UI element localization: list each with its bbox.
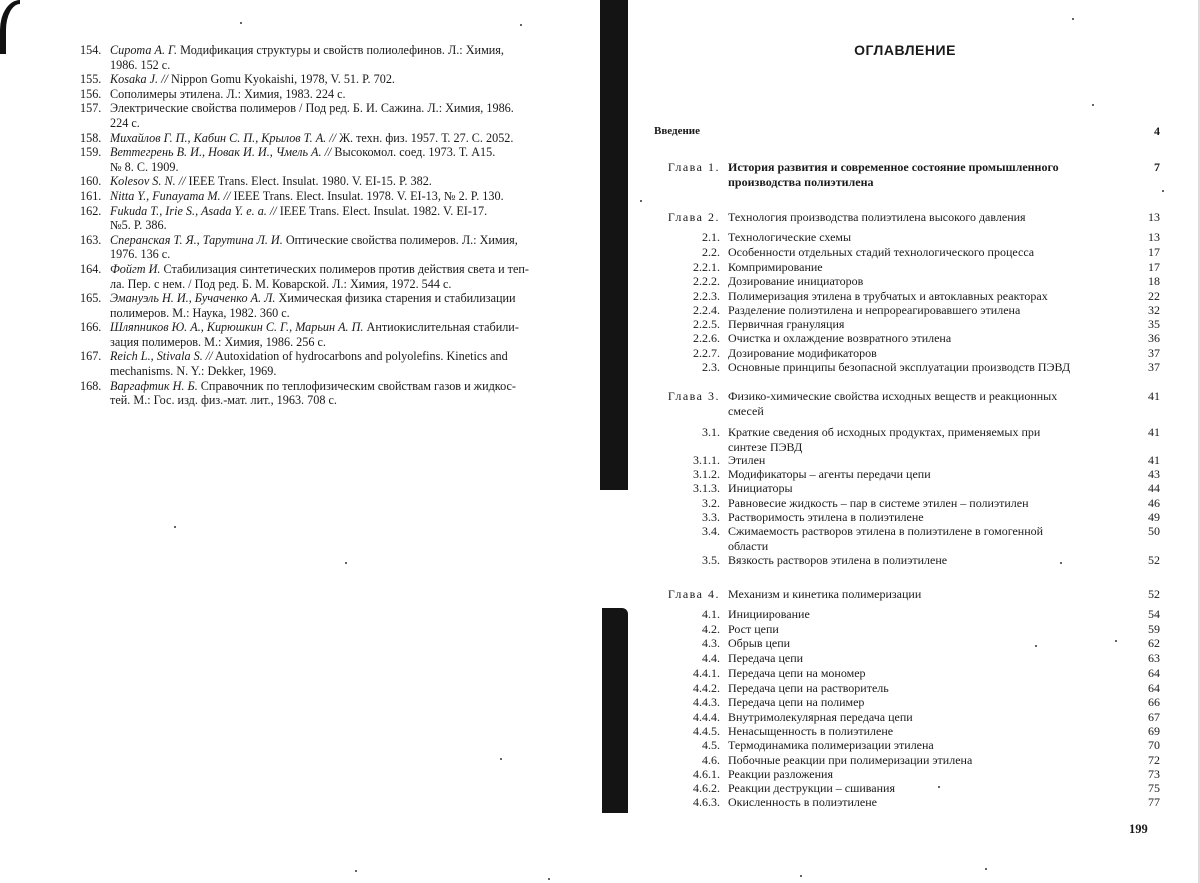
toc-entry-number: 2.2.5. (693, 317, 720, 331)
reference-number: 160. (80, 174, 102, 189)
toc-entry-page: 77 (1148, 795, 1160, 809)
toc-entry-title: Термодинамика полимеризации этилена (728, 738, 934, 752)
reference-number: 168. (80, 378, 102, 393)
toc-entry-title: Окисленность в полиэтилене (728, 795, 877, 809)
toc-entry-title: Обрыв цепи (728, 636, 791, 650)
reference-line (110, 233, 588, 248)
toc-entry-number: 2.2. (702, 245, 720, 259)
reference-author: Сперанская Т. Я., Тарутина Л. И. (110, 232, 283, 247)
reference-line-text: Оптические свойства полимеров. Л.: Химия, (285, 232, 518, 247)
reference-item (80, 101, 588, 130)
scan-speck (548, 878, 550, 880)
toc-entry-number: 4.6.1. (693, 767, 720, 781)
toc-entry-page: 13 (1148, 210, 1160, 224)
toc-entry-number: 3.1.1. (693, 453, 720, 467)
reference-line-text: Справочник по теплофизическим свойствам газов и жидкос- (200, 378, 516, 393)
toc-entry-number: 4.6. (702, 753, 720, 767)
toc-entry-title: Передача цепи на растворитель (728, 681, 889, 695)
reference-number: 165. (80, 291, 102, 306)
toc-entry-page: 75 (1148, 781, 1160, 795)
toc-entry-number: Глава 2. (667, 210, 720, 224)
reference-line (110, 306, 588, 321)
reference-text (110, 145, 588, 174)
toc-entry-title: Сжимаемость растворов этилена в полиэтилене в гомогенной области (728, 524, 1044, 553)
scan-speck (938, 786, 940, 788)
toc-entry-title: Особенности отдельных стадий технологического процесса (728, 245, 1035, 259)
reference-line (110, 131, 588, 146)
reference-number: 166. (80, 320, 102, 335)
toc-entry-title: Ненасыщенность в полиэтилене (728, 724, 894, 738)
scan-gutter-shadow-lower (602, 608, 628, 813)
reference-author: Nitta Y., Funayama M. // (110, 188, 231, 203)
toc-entry-page: 22 (1148, 289, 1160, 303)
scan-corner-shadow (0, 0, 20, 54)
reference-author: Фойгт И. (110, 261, 161, 276)
toc-entry-number: 2.2.6. (693, 331, 720, 345)
reference-number: 167. (80, 349, 102, 364)
reference-item (80, 291, 588, 320)
reference-author: Михайлов Г. П., Кабин С. П., Крылов Т. А. // (110, 130, 337, 145)
toc-entry-page: 36 (1148, 331, 1160, 345)
reference-text (110, 262, 588, 291)
toc-entry-page: 59 (1148, 622, 1160, 636)
toc-entry-page: 37 (1148, 346, 1160, 360)
reference-line (110, 291, 588, 306)
reference-number: 154. (80, 43, 102, 57)
toc-title: ОГЛАВЛЕНИЕ (854, 42, 956, 58)
reference-number: 161. (80, 188, 102, 203)
table-of-contents (650, 0, 1160, 883)
toc-entry-page: 7 (1154, 160, 1160, 174)
toc-entry-page: 63 (1148, 651, 1160, 665)
toc-entry-title: Побочные реакции при полимеризации этилена (728, 753, 973, 767)
reference-author: Kosaka J. // (110, 72, 168, 87)
toc-entry-page: 52 (1148, 553, 1160, 567)
toc-entry-page: 46 (1148, 496, 1160, 510)
toc-entry-title: Передача цепи на полимер (728, 695, 865, 709)
reference-text (110, 43, 588, 72)
toc-entry-number: 3.1.3. (693, 481, 720, 495)
reference-text (110, 189, 588, 204)
toc-entry-number: 4.6.2. (693, 781, 720, 795)
toc-entry-page: 69 (1148, 724, 1160, 738)
toc-entry-title: Вязкость растворов этилена в полиэтилене (728, 553, 948, 567)
reference-line (110, 320, 588, 335)
toc-entry-page: 41 (1148, 425, 1160, 439)
toc-entry-title: Физико-химические свойства исходных веществ и реакционных смесей (728, 389, 1058, 418)
reference-author: Шляпников Ю. А., Кирюшкин С. Г., Марьин А. П. (110, 320, 364, 335)
reference-line (110, 43, 588, 58)
reference-item (80, 174, 588, 189)
toc-entry-number: 4.2. (702, 622, 720, 636)
reference-text (110, 320, 588, 349)
toc-entry-page: 41 (1148, 453, 1160, 467)
reference-line-text: Сополимеры этилена. Л.: Химия, 1983. 224 с. (110, 86, 346, 101)
reference-text (110, 204, 588, 233)
toc-entry-page: 44 (1148, 481, 1160, 495)
toc-entry-page: 70 (1148, 738, 1160, 752)
scan-speck (1162, 190, 1164, 192)
reference-line-text: IEEE Trans. Elect. Insulat. 1980. V. EI-15. P. 382. (188, 174, 432, 189)
reference-text (110, 349, 588, 378)
toc-entry-number: 4.1. (702, 607, 720, 621)
reference-item (80, 189, 588, 204)
toc-entry-title: Реакции деструкции – сшивания (728, 781, 895, 795)
scan-speck (240, 22, 242, 24)
reference-text (110, 131, 588, 146)
toc-entry-number: Глава 1. (667, 160, 720, 174)
reference-author: Веттегрень В. И., Новак И. И., Чмель А. // (110, 145, 332, 160)
toc-entry-page: 17 (1148, 260, 1160, 274)
reference-text (110, 72, 588, 87)
reference-author: Kolesov S. N. // (110, 174, 186, 189)
reference-item (80, 43, 588, 72)
reference-line (110, 218, 588, 233)
reference-item (80, 349, 588, 378)
toc-entry-number: 3.3. (702, 510, 720, 524)
reference-line (110, 87, 588, 102)
scan-speck (500, 758, 502, 760)
toc-entry-number: 4.6.3. (693, 795, 720, 809)
toc-entry-title: Инициирование (728, 607, 810, 621)
reference-line (110, 277, 588, 292)
reference-line (110, 189, 588, 204)
scan-speck (345, 562, 347, 564)
reference-line (110, 393, 588, 408)
scan-speck (520, 24, 522, 26)
reference-line-text: 1976. 136 с. (110, 247, 171, 262)
toc-entry-page: 4 (1154, 124, 1160, 138)
scan-speck (640, 200, 642, 202)
reference-author: Fukuda T., Irie S., Asada Y. e. a. // (110, 203, 277, 218)
reference-line (110, 72, 588, 87)
toc-entry-page: 43 (1148, 467, 1160, 481)
toc-entry-title: Модификаторы – агенты передачи цепи (728, 467, 931, 481)
toc-entry-number: 4.4. (702, 651, 720, 665)
reference-line-text: Ж. техн. физ. 1957. Т. 27. С. 2052. (339, 130, 514, 145)
reference-text (110, 87, 588, 102)
toc-entry-title: Этилен (728, 453, 766, 467)
toc-entry-title: Передача цепи на мономер (728, 666, 866, 680)
scan-speck (1035, 645, 1037, 647)
toc-entry-title: Компримирование (728, 260, 823, 274)
reference-item (80, 87, 588, 102)
reference-line-text: №5. P. 386. (110, 218, 167, 233)
scan-speck (985, 868, 987, 870)
toc-entry-number: 4.4.2. (693, 681, 720, 695)
reference-number: 157. (80, 101, 102, 116)
reference-line (110, 145, 588, 160)
toc-entry-number: 3.5. (702, 553, 720, 567)
toc-entry-number: 2.2.3. (693, 289, 720, 303)
reference-number: 162. (80, 203, 102, 218)
toc-entry-number: Глава 3. (667, 389, 720, 403)
toc-entry-page: 64 (1148, 666, 1160, 680)
reference-line (110, 379, 588, 394)
scan-speck (1115, 640, 1117, 642)
reference-line-text: тей. М.: Гос. изд. физ.-мат. лит., 1963. 708 с. (110, 393, 337, 408)
reference-line (110, 174, 588, 189)
reference-text (110, 174, 588, 189)
toc-entry-number: 2.2.7. (693, 346, 720, 360)
toc-entry-number: 4.4.1. (693, 666, 720, 680)
toc-entry-title: Разделение полиэтилена и непрореагировавшего этилена (728, 303, 1021, 317)
toc-entry-title: Очистка и охлаждение возвратного этилена (728, 331, 952, 345)
toc-entry-page: 73 (1148, 767, 1160, 781)
toc-entry-page: 64 (1148, 681, 1160, 695)
toc-entry-page: 17 (1148, 245, 1160, 259)
scan-speck (355, 870, 357, 872)
toc-entry-page: 50 (1148, 524, 1160, 538)
reference-line (110, 116, 588, 131)
reference-item (80, 131, 588, 146)
reference-line-text: IEEE Trans. Elect. Insulat. 1978. V. EI-13, № 2. P. 130. (233, 188, 504, 203)
reference-author: Сирота А. Г. (110, 43, 178, 57)
toc-entry-page: 54 (1148, 607, 1160, 621)
toc-entry-number: 4.5. (702, 738, 720, 752)
toc-entry-number: 3.1.2. (693, 467, 720, 481)
reference-line (110, 335, 588, 350)
reference-line (110, 160, 588, 175)
reference-number: 164. (80, 261, 102, 276)
reference-line (110, 364, 588, 379)
reference-number: 155. (80, 72, 102, 87)
reference-line-text: Электрические свойства полимеров / Под ред. Б. И. Сажина. Л.: Химия, 1986. (110, 101, 514, 116)
toc-entry-number: 2.2.4. (693, 303, 720, 317)
toc-entry-title: Первичная грануляция (728, 317, 845, 331)
toc-entry-title: Передача цепи (728, 651, 804, 665)
reference-line-text: 1986. 152 с. (110, 57, 171, 72)
toc-entry-title: Дозирование модификаторов (728, 346, 877, 360)
reference-author: Эмануэль Н. И., Бучаченко А. Л. (110, 291, 276, 306)
reference-text (110, 291, 588, 320)
reference-item (80, 233, 588, 262)
reference-line-text: IEEE Trans. Elect. Insulat. 1982. V. EI-17. (279, 203, 488, 218)
toc-entry-title: Технология производства полиэтилена высокого давления (728, 210, 1026, 224)
toc-entry-number: 4.3. (702, 636, 720, 650)
toc-entry-number: 3.1. (702, 425, 720, 439)
reference-item (80, 145, 588, 174)
reference-author: Reich L., Stivala S. // (110, 349, 213, 364)
reference-line (110, 349, 588, 364)
toc-entry-page: 49 (1148, 510, 1160, 524)
toc-entry-number: Глава 4. (667, 587, 720, 601)
bibliography-list (80, 43, 588, 408)
toc-entry-page: 52 (1148, 587, 1160, 601)
toc-entry-number: 3.2. (702, 496, 720, 510)
scan-speck (800, 875, 802, 877)
reference-number: 163. (80, 232, 102, 247)
toc-entry-page: 72 (1148, 753, 1160, 767)
reference-line-text: Стабилизация синтетических полимеров против действия света и теп- (163, 261, 529, 276)
scan-gutter-shadow (600, 0, 628, 490)
reference-line-text: № 8. С. 1909. (110, 159, 179, 174)
toc-entry-page: 35 (1148, 317, 1160, 331)
reference-text (110, 233, 588, 262)
toc-entry-title: Инициаторы (728, 481, 793, 495)
reference-item (80, 262, 588, 291)
toc-entry-page: 13 (1148, 230, 1160, 244)
toc-entry-page: 41 (1148, 389, 1160, 403)
reference-line-text: Высокомол. соед. 1973. Т. А15. (334, 145, 496, 160)
toc-entry-title: Полимеризация этилена в трубчатых и автоклавных реакторах (728, 289, 1048, 303)
toc-entry-title: Дозирование инициаторов (728, 274, 864, 288)
toc-entry-number: 2.2.2. (693, 274, 720, 288)
reference-line (110, 262, 588, 277)
toc-entry-title: Технологические схемы (728, 230, 852, 244)
toc-entry-page: 67 (1148, 710, 1160, 724)
scan-speck (1072, 18, 1074, 20)
reference-line-text: Химическая физика старения и стабилизации (278, 291, 516, 306)
toc-entry-number: 2.1. (702, 230, 720, 244)
reference-text (110, 379, 588, 408)
reference-author: Варгафтик Н. Б. (110, 378, 198, 393)
scan-speck (1060, 562, 1062, 564)
reference-line (110, 204, 588, 219)
scan-speck (1092, 104, 1094, 106)
toc-entry-title: Растворимость этилена в полиэтилене (728, 510, 924, 524)
toc-entry-number: 3.4. (702, 524, 720, 538)
toc-entry-number: 2.3. (702, 360, 720, 374)
reference-text (110, 101, 588, 130)
reference-line-text: Autoxidation of hydrocarbons and polyolefins. Kinetics and (214, 349, 508, 364)
reference-line (110, 58, 588, 73)
scan-speck (174, 526, 176, 528)
toc-entry-number: 4.4.3. (693, 695, 720, 709)
toc-entry-title: Краткие сведения об исходных продуктах, применяемых при синтезе ПЭВД (728, 425, 1041, 454)
reference-number: 156. (80, 86, 102, 101)
toc-entry-number: 4.4.5. (693, 724, 720, 738)
reference-line-text: Nippon Gomu Kyokaishi, 1978, V. 51. P. 702. (170, 72, 395, 87)
toc-entry-title: Механизм и кинетика полимеризации (728, 587, 922, 601)
reference-line (110, 247, 588, 262)
reference-line-text: Антиокислительная стабили- (366, 320, 519, 335)
reference-number: 158. (80, 130, 102, 145)
reference-line-text: полимеров. М.: Наука, 1982. 360 с. (110, 305, 290, 320)
page-number: 199 (1129, 822, 1148, 836)
reference-item (80, 320, 588, 349)
reference-line-text: 224 с. (110, 115, 140, 130)
toc-entry-number: 2.2.1. (693, 260, 720, 274)
reference-number: 159. (80, 145, 102, 160)
reference-item (80, 72, 588, 87)
reference-line-text: ла. Пер. с нем. / Под ред. Б. М. Коварской. Л.: Химия, 1972. 544 с. (110, 276, 452, 291)
toc-entry-title: История развития и современное состояние промышленного производства полиэтилена (728, 160, 1059, 189)
reference-line-text: Модификация структуры и свойств полиолефинов. Л.: Химия, (180, 43, 504, 57)
toc-entry-title: Основные принципы безопасной эксплуатации производств ПЭВД (728, 360, 1071, 374)
reference-item (80, 204, 588, 233)
toc-entry-number: 4.4.4. (693, 710, 720, 724)
toc-entry-title: Реакции разложения (728, 767, 833, 781)
toc-entry-title: Внутримолекулярная передача цепи (728, 710, 913, 724)
toc-entry-title: Рост цепи (728, 622, 779, 636)
reference-line-text: mechanisms. N. Y.: Dekker, 1969. (110, 364, 277, 379)
toc-entry-page: 66 (1148, 695, 1160, 709)
toc-entry-page: 18 (1148, 274, 1160, 288)
reference-line (110, 101, 588, 116)
toc-entry-page: 32 (1148, 303, 1160, 317)
reference-item (80, 379, 588, 408)
toc-entry-page: 62 (1148, 636, 1160, 650)
reference-line-text: зация полимеров. М.: Химия, 1986. 256 с. (110, 334, 326, 349)
toc-entry-title: Равновесие жидкость – пар в системе этилен – полиэтилен (728, 496, 1029, 510)
toc-entry-page: 37 (1148, 360, 1160, 374)
toc-entry-title: Введение (654, 125, 701, 137)
